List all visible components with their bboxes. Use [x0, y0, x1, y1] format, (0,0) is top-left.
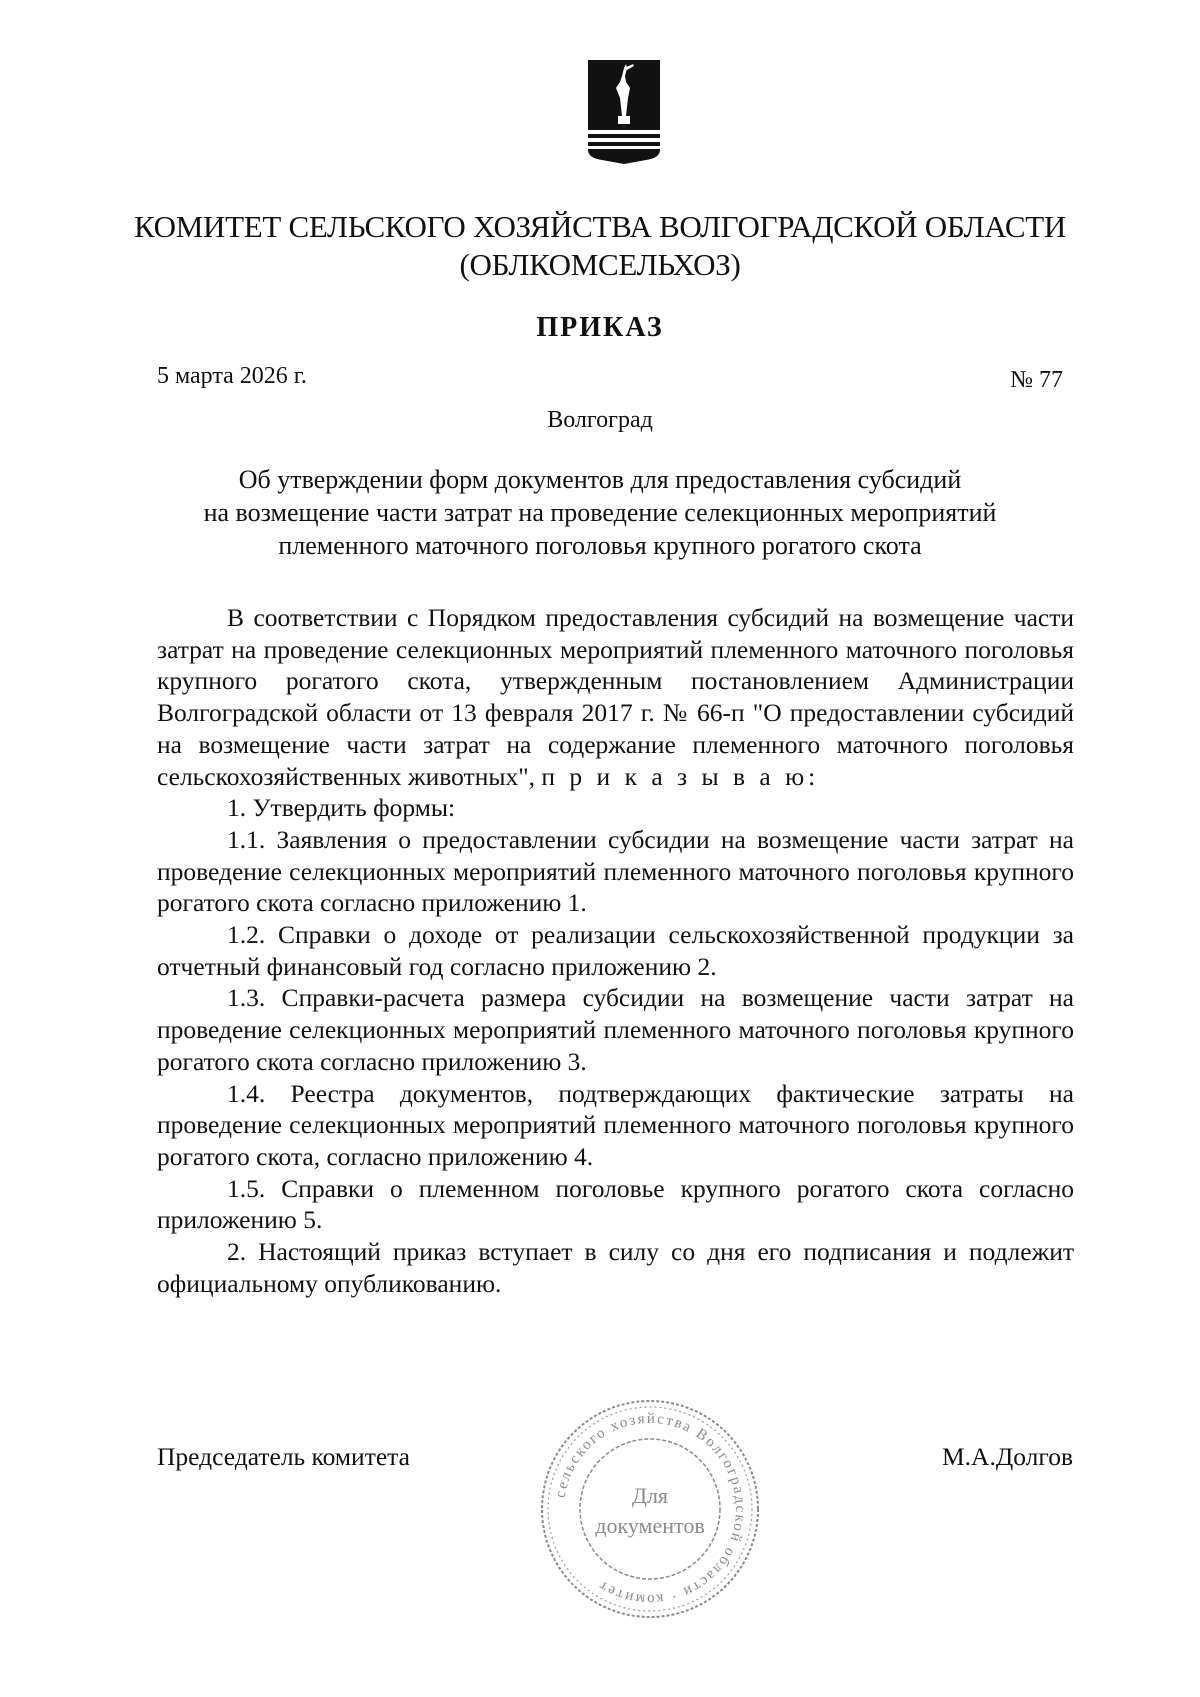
document-body [157, 602, 1074, 1299]
item-2: 2. Настоящий приказ вступает в силу со дня его подписания и подлежит официальному опубликованию. [157, 1237, 1074, 1298]
organization-short-name: (ОБЛКОМСЕЛЬХОЗ) [459, 247, 741, 282]
stamp-seal-icon [536, 1395, 764, 1623]
document-type: ПРИКАЗ [536, 312, 664, 343]
coat-of-arms-emblem [586, 58, 662, 168]
official-stamp [536, 1395, 764, 1623]
signatory-name: М.А.Долгов [942, 1442, 1073, 1471]
item-1-4: 1.4. Реестра документов, подтверждающих фактические затраты на проведение селекционных мероприятий племенного маточного поголовья крупного рогатого скота, согласно приложению 4. [157, 1078, 1074, 1171]
document-number: № 77 [1010, 367, 1063, 393]
body-command-word: п р и к а з ы в а ю: [541, 761, 820, 791]
item-1-5: 1.5. Справки о племенном поголовье крупного рогатого скота согласно приложению 5. [157, 1173, 1074, 1235]
stamp-center-line-2: документов [595, 1513, 705, 1538]
subject-line: Об утверждении форм документов для предоставления субсидий [238, 465, 962, 494]
subject-line: на возмещение части затрат на проведение селекционных мероприятий [203, 498, 997, 527]
document-date: 5 марта 2026 г. [157, 363, 307, 389]
signatory-position: Председатель комитета [157, 1442, 410, 1471]
item-1: 1. Утвердить формы: [227, 793, 456, 823]
body-intro-paragraph [157, 602, 1074, 792]
subject-line: племенного маточного поголовья крупного рогатого скота [278, 531, 922, 560]
organization-full-name: КОМИТЕТ СЕЛЬСКОГО ХОЗЯЙСТВА ВОЛГОГРАДСКОЙ ОБЛАСТИ [134, 209, 1066, 244]
organization-name [100, 208, 1100, 284]
stamp-ring-text: сельского хозяйства Волгоградской области · комитет [552, 1410, 749, 1608]
coat-of-arms-icon [586, 58, 662, 168]
item-1-3: 1.3. Справки-расчета размера субсидии на возмещение части затрат на проведение селекционных мероприятий племенного маточного поголовья крупного рогатого скота согласно приложению 3. [157, 983, 1074, 1076]
body-intro-text: В соответствии с Порядком предоставления субсидий на возмещение части затрат на проведение селекционных мероприятий племенного маточного поголовья крупного рогатого скота, утвержденным постановлением Администрации Волгоградской области от 13 февраля 2017 г. № 66-п "О предоставлении субсидий на возмещение части затрат на содержание племенного маточного поголовья сельскохозяйственных животных", [157, 603, 1074, 791]
item-1-2: 1.2. Справки о доходе от реализации сельскохозяйственной продукции за отчетный финансовый год согласно приложению 2. [157, 920, 1074, 981]
item-1-1: 1.1. Заявления о предоставлении субсидии на возмещение части затрат на проведение селекционных мероприятий племенного маточного поголовья крупного рогатого скота согласно приложению 1. [157, 824, 1074, 918]
stamp-center-line-1: Для [631, 1483, 669, 1508]
svg-text:сельского хозяйства Волгоградс [553, 1411, 748, 1607]
document-city: Волгоград [547, 407, 653, 433]
document-subject [100, 463, 1100, 562]
